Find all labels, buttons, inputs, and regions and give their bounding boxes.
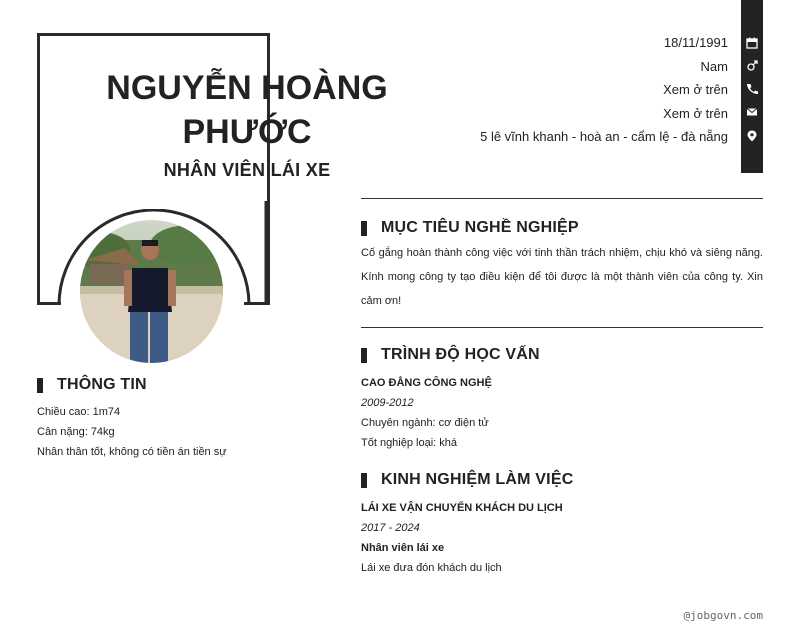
job-title: NHÂN VIÊN LÁI XE [163, 160, 331, 180]
heading-marker [361, 348, 367, 363]
objective-section [361, 217, 763, 313]
gender-icon [746, 60, 758, 72]
education-heading [361, 344, 763, 366]
calendar-icon [746, 37, 758, 49]
experience-description: Lái xe đưa đón khách du lịch [361, 562, 502, 574]
contact-birthday: 18/11/1991 [663, 35, 728, 50]
heading-marker [37, 378, 43, 393]
phone-icon [746, 83, 758, 95]
education-section [361, 344, 763, 453]
info-heading [37, 374, 327, 396]
education-grade: Tốt nghiệp loại: khá [361, 437, 458, 449]
experience-heading [361, 469, 763, 491]
objective-text: Cố gắng hoàn thành công việc với tinh thần trách nhiệm, chịu khó và siêng năng. Kính mong công ty tạo điều kiện để tôi được là một thành viên của công ty. Xin cảm ơn! [361, 247, 763, 307]
contact-email: Xem ở trên [663, 105, 728, 121]
info-note: Nhân thân tốt, không có tiền án tiền sự [37, 446, 227, 458]
info-section [37, 374, 327, 462]
contact-list [328, 31, 728, 149]
heading-marker [361, 221, 367, 236]
name-line-1: NGUYỄN HOÀNG [106, 69, 388, 107]
contact-address: 5 lê vĩnh khanh - hoà an - cẩm lệ - đà nẵng [480, 129, 728, 144]
avatar [80, 220, 223, 363]
heading-marker [361, 473, 367, 488]
contact-icon-bar [741, 0, 763, 173]
info-height: Chiều cao: 1m74 [37, 406, 121, 418]
experience-heading-text: KINH NGHIỆM LÀM VIỆC [381, 471, 574, 488]
info-weight: Cân nặng: 74kg [37, 426, 115, 438]
info-heading-text: THÔNG TIN [57, 376, 147, 393]
email-icon [746, 106, 758, 118]
watermark: @jobgovn.com [683, 609, 763, 622]
education-period: 2009-2012 [361, 397, 414, 409]
experience-position: Nhân viên lái xe [361, 542, 445, 554]
education-school: CAO ĐẲNG CÔNG NGHỆ [361, 377, 492, 389]
objective-heading [361, 217, 763, 239]
education-major: Chuyên ngành: cơ điện tử [361, 417, 489, 429]
contact-phone: Xem ở trên [663, 82, 728, 97]
name-line-2: PHƯỚC [182, 113, 312, 151]
experience-period: 2017 - 2024 [361, 522, 420, 534]
contact-gender: Nam [700, 58, 728, 74]
objective-heading-text: MỤC TIÊU NGHỀ NGHIỆP [381, 219, 579, 236]
divider-education [361, 327, 763, 328]
education-heading-text: TRÌNH ĐỘ HỌC VẤN [381, 346, 540, 363]
experience-section [361, 469, 763, 578]
location-icon [746, 130, 758, 142]
experience-company: LÁI XE VẬN CHUYỂN KHÁCH DU LỊCH [361, 502, 563, 514]
divider-objective [361, 198, 763, 199]
